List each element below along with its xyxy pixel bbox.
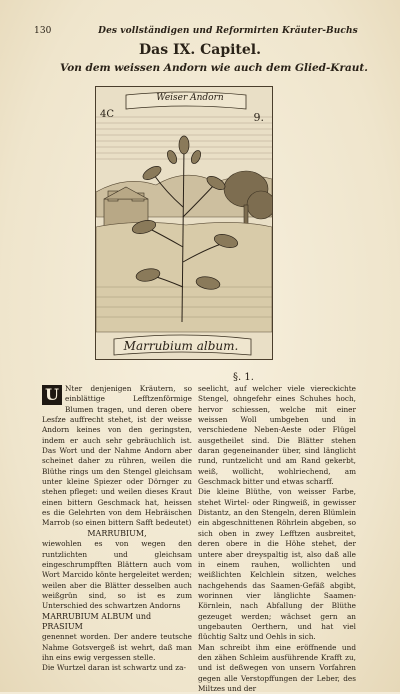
paragraph-text: Nter denjenigen Kräutern, so einblättige Lefftzenförmige Blumen tragen, und deren obere Lesfze auffrecht stehet, ist der weisse Andorn keines von den geringsten, indem er auch sehr gebräuchlich ist. Das Wort und der Nahme Andorn aber scheinet daher zu rühren, weilen die Blüthe rings um den Stengel gleichsam unter kleine Spiezer oder Dörnger zu stehen pfleget: und weilen dieses Kraut einen bittern Geschmack hat, heissen es die Gelehrten von dem Hebräischen Marrob (so einen bittern Safft bedeutet) [42, 384, 192, 528]
text-column-left [42, 384, 192, 674]
plate-number-right: 9. [253, 111, 264, 124]
paragraph: Die kleine Blüthe, von weisser Farbe, stehet Wirtel- oder Ringweiß, in gewisser Distantz, an den Stengeln, deren Blümlein ein abgeschnittenen Röhrlein abgeben, so sich oben in zwey Lefftzen ausbreitet, deren obere in die Höhe stehet, der untere aber dreyspaltig ist, also daß alle in einem rauhen, wollichten und weißlichten Kelchlein sitzen, welches nachgehends das Saamen-Gefäß abgibt, worinnen vier länglichte Saamen-Körnlein, nach Abfallung der Blüthe gezeuget werden; wächset gern an ungebauten Oerthern, und hat viel flüchtig Saltz und Oehls in sich. [198, 487, 356, 642]
section-mark: §. 1. [233, 372, 254, 383]
drop-cap: U [42, 385, 62, 405]
paragraph [42, 384, 192, 529]
castle-drawing [104, 187, 148, 227]
text-column-right [198, 384, 356, 694]
plate-number-left: 4C [100, 109, 115, 120]
chapter-subtitle: Von dem weissen Andorn wie auch dem Glied-Kraut. [60, 62, 368, 74]
paragraph: genennet worden. Der andere teutsche Nahme Gotsvergeß ist wehrt, daß man ihn eins ewig vergessen stelle. [42, 632, 192, 662]
page-number: 130 [34, 26, 52, 36]
tree-drawing [224, 171, 272, 227]
latin-heading: MARRUBIUM, [87, 528, 147, 538]
plate-banner: Weiser Andorn [156, 93, 224, 103]
engraving-illustration [96, 87, 272, 359]
paragraph: seelicht, auf welcher viele viereckichte Stengel, ohngefehr eines Schuhes hoch, hervor schiessen, welche mit einer weissen Woll umbgeben und in verschiedene Neben-Aeste oder Flügel ausgetheilet sind. Die Blätter stehen daran gegeneinander über, sind länglicht rund, runtzelicht und am Rand gekerbt, weiß, wollicht, wohlriechend, am Geschmack bitter und etwas scharff. [198, 384, 356, 487]
latin-heading: MARRUBIUM ALBUM und PRASIUM [42, 611, 152, 631]
running-title: Des vollständigen und Reformirten Kräuter-Buchs [98, 26, 358, 36]
plate-caption: Marrubium album. [123, 339, 239, 353]
paragraph: Die Wurtzel daran ist schwartz und za- [42, 663, 186, 673]
paragraph: Man schreibt ihm eine eröffnende und den zähen Schleim ausführende Krafft zu, und ist deßwegen von unsern Vorfahren gegen alle Verstopffungen der Leber, des Miltzes und der [198, 642, 356, 693]
engraving-plate [95, 86, 273, 360]
running-head [34, 26, 380, 36]
paragraph: wiewohlen es von wegen den runtzlichten und gleichsam eingeschrumpfften Blättern auch vom Wort Marcido könte hergeleitet werden; weilen aber die Blätter desselben auch weißgrün sind, so ist es zum Unterschied des schwartzen Andorns [42, 539, 192, 611]
chapter-title: Das IX. Capitel. [138, 42, 261, 58]
